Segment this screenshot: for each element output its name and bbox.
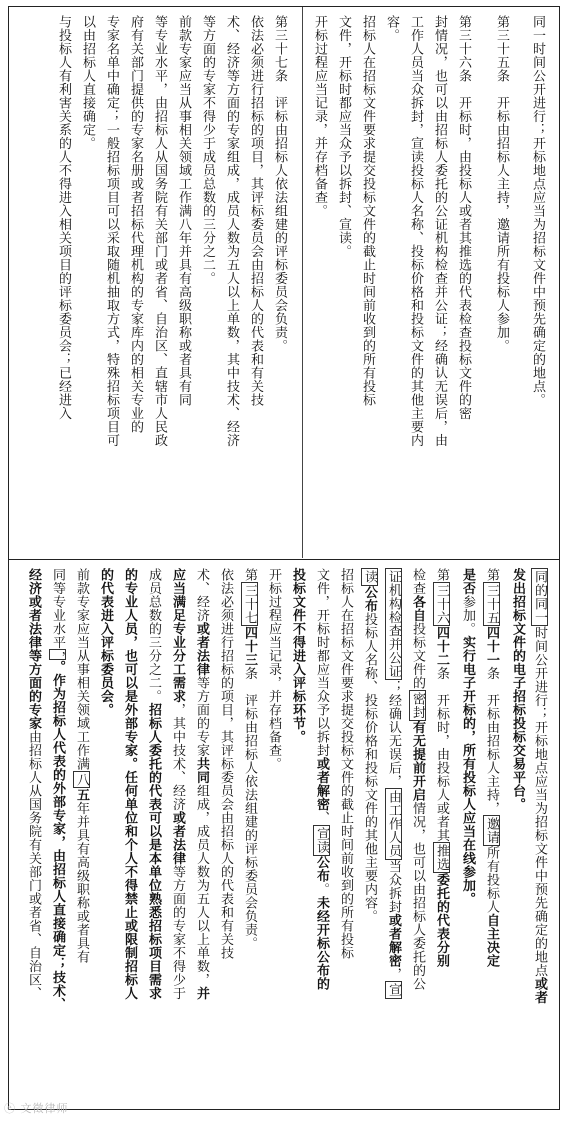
deleted-text: 读	[362, 570, 377, 584]
text-segment: 条 评标由招标人依法组建的评标委员会负责。	[242, 666, 257, 950]
article-37-line: 等方面的专家不得少于成员总数的三分之二。	[200, 15, 215, 285]
revised-line	[507, 568, 527, 1101]
inserted-text: 四十二	[434, 626, 449, 667]
revised-line	[359, 568, 379, 1101]
revised-line	[287, 568, 307, 1101]
deleted-text: ，	[50, 651, 65, 658]
inserted-text: 各自	[410, 595, 425, 622]
text-segment: 组成，成员人数为五人以上单数，	[194, 784, 209, 987]
text-segment: ，其中技术、经济	[170, 703, 185, 811]
text-segment: 第	[242, 568, 257, 582]
inserted-text: 经济或者法律等方面的专家	[26, 568, 41, 730]
deleted-text: 八	[74, 772, 89, 786]
inserted-text: 是否	[460, 568, 475, 595]
inserted-text: 实行电子开标的，所有投标人应当在线参加。	[460, 635, 475, 906]
revised-line	[167, 568, 187, 1101]
deleted-text: 推选	[434, 844, 449, 871]
inserted-text: 公布	[362, 585, 377, 613]
text-segment: 条 开标由招标人主持，	[484, 666, 499, 815]
article-36-para: 开标过程应当记录，并存档备查。	[312, 15, 327, 218]
article-37-line: 等专业水平，由招标人从国务院有关部门或者省、自治区、直辖市人民政	[152, 15, 167, 447]
inserted-text: 有无提前开启	[410, 720, 425, 802]
text-segment: 情况，也可以由招标人委托的公	[410, 801, 425, 991]
text-segment: 开标过程应当记录，并存档备查。	[266, 568, 281, 771]
inserted-text: 招标人委托的代表可以是本单位熟悉招标项目需求	[146, 703, 161, 1000]
revised-line	[481, 568, 501, 1101]
deleted-text: 三十五	[484, 583, 499, 624]
deleted-text: 密封	[410, 691, 425, 719]
article-36-para: 文件，开标时都应当众予以拆封、宣读。	[336, 15, 351, 258]
section-divider	[302, 7, 303, 558]
inserted-text: 或者	[532, 977, 547, 1004]
article-36-line: 封情况，也可以由招标人委托的公证机构检查并公证；经确认无误后，由	[432, 15, 447, 447]
inserted-text: 应当满足专业分工需求	[170, 568, 185, 703]
revised-line	[215, 568, 235, 1101]
text-segment: 条 开标时，由投标人或者其	[434, 666, 449, 842]
text-segment: 文件，开标时都应当众予以拆封	[314, 568, 329, 757]
text-segment: 成员总数的三分之二。	[146, 568, 161, 703]
article-36-line: 第三十六条 开标时，由投标人或者其推选的代表检查投标文件的密	[456, 15, 471, 420]
inserted-text: 未经开标公布的	[314, 896, 329, 991]
original-text-pane	[9, 7, 559, 558]
article-36-para: 招标人在招标文件要求提交投标文件的截止时间前收到的所有投标	[360, 15, 375, 407]
article-37-line: 第三十七条 评标由招标人依法组建的评标委员会负责。	[272, 15, 287, 353]
text-segment: 第	[434, 568, 449, 582]
inserted-text: 自主决定	[484, 913, 499, 968]
inserted-text: 四十三	[242, 626, 257, 667]
text-segment: 前款专家应当从事相关领域工作满	[74, 568, 89, 771]
revised-line	[311, 568, 331, 1101]
text-segment: 等方面的专家	[194, 676, 209, 757]
text-segment: 。	[314, 882, 329, 896]
article-37-line: 术、经济等方面的专家组成，成员人数为五人以上单数，其中技术、经济	[224, 15, 239, 447]
original-line: 同一时间公开进行；开标地点应当为招标文件中预先确定的地点。	[530, 15, 545, 407]
revised-line	[529, 568, 549, 1101]
article-37-line: 与投标人有利害关系的人不得进入相关项目的评标委员会；已经进入	[56, 15, 71, 420]
inserted-text: 或者解密	[386, 913, 401, 968]
text-segment: 、	[314, 811, 329, 825]
watermark: ⓔ 文徵律师	[4, 1102, 69, 1115]
revised-text-pane	[9, 560, 559, 1109]
inserted-text: 并	[194, 986, 209, 1000]
text-segment: 参加。	[460, 595, 475, 636]
article-37-line: 专家名单中确定；一般招标项目可以采取随机抽取方式，特殊招标项目可	[104, 15, 119, 447]
text-segment: ；经确认无误后，	[386, 680, 401, 788]
deleted-text: 三十六	[434, 583, 449, 624]
text-segment: 所有投标人	[484, 846, 499, 914]
revised-line	[47, 568, 67, 1101]
inserted-text: 的代表进入评标委员会。	[98, 568, 113, 717]
inserted-text: 或者法律	[170, 811, 185, 865]
inserted-text: 发出招标文件的电子招标投标交易平台。	[510, 568, 525, 811]
article-36-line: 工作人员当众拆封，宣读投标人名称、投标价格和投标文件的其他主要内	[408, 15, 423, 447]
article-37-line: 依法必须进行招标的项目，其评标委员会由招标人的代表和有关技	[248, 15, 263, 407]
revised-line	[457, 568, 477, 1101]
revised-line	[263, 568, 283, 1101]
inserted-text: 公布	[314, 855, 329, 883]
inserted-text: 四十一	[484, 626, 499, 667]
text-segment: 由招标人从国务院有关部门或者省、自治区、	[26, 730, 41, 1000]
text-segment: 同等专业水平	[50, 568, 65, 649]
text-segment: 第	[484, 568, 499, 582]
article-37-line: 以由招标人直接确定。	[80, 15, 95, 150]
revised-line	[71, 568, 91, 1101]
text-segment: 招标人在招标文件要求提交投标文件的截止时间前收到的所有投标	[338, 568, 353, 960]
inserted-text: 。作为招标人代表的外部专家，由招标人直接确定；技术、	[50, 660, 65, 1011]
revised-line	[119, 568, 139, 1101]
article-36-line: 容。	[384, 15, 399, 42]
text-segment: 术、经济	[194, 568, 209, 622]
inserted-text: 或者解密	[314, 757, 329, 811]
text-segment: 投标文件的	[410, 622, 425, 690]
revised-line	[335, 568, 355, 1101]
text-segment: 等方面的专家不得少于	[170, 865, 185, 1000]
deleted-text: 宣	[386, 983, 401, 997]
article-37-line: 府有关部门提供的专家名册或者招标代理机构的专家库内的相关专业的	[128, 15, 143, 434]
text-segment: 年并具有高级职称或者具有	[74, 801, 89, 964]
article-37-line: 前款专家应当从事相关领域工作满八年并具有高级职称或者具有同	[176, 15, 191, 407]
text-segment: 投标人名称、投标价格和投标文件的其他主要内容。	[362, 612, 377, 923]
deleted-text: 三十七	[242, 583, 257, 624]
deleted-text: 证机构检查并公证	[386, 570, 401, 678]
inserted-text: 五	[74, 788, 89, 802]
deleted-text: 邀请	[484, 817, 499, 844]
revised-line	[407, 568, 427, 1101]
text-segment: ，	[386, 967, 401, 981]
inserted-text: 或者法律	[194, 622, 209, 676]
revised-line	[431, 568, 451, 1101]
revised-line	[239, 568, 259, 1101]
revised-line	[143, 568, 163, 1101]
revised-line	[383, 568, 403, 1101]
revised-line	[95, 568, 115, 1101]
document-page	[8, 6, 560, 1110]
deleted-text: 宣读	[314, 826, 329, 854]
text-segment: 时间公开进行；开标地点应当为招标文件中预先确定的地点	[532, 626, 547, 977]
text-segment: 检查	[410, 568, 425, 595]
revised-line	[191, 568, 211, 1101]
revised-line	[23, 568, 43, 1101]
inserted-text: 共同	[194, 757, 209, 784]
inserted-text: 委托的代表分别	[434, 873, 449, 968]
article-35: 第三十五条 开标由招标人主持，邀请所有投标人参加。	[494, 15, 509, 353]
deleted-text: 同的同一	[532, 570, 547, 624]
text-segment: 当众拆封	[386, 859, 401, 914]
text-segment: 依法必须进行招标的项目，其评标委员会由招标人的代表和有关技	[218, 568, 233, 960]
inserted-text: 投标文件不得进入评标环节。	[290, 568, 305, 744]
deleted-text: 由工作人员	[386, 790, 401, 858]
inserted-text: 的专业人员，也可以是外部专家。任何单位和个人不得禁止或限制招标人	[122, 568, 137, 1000]
